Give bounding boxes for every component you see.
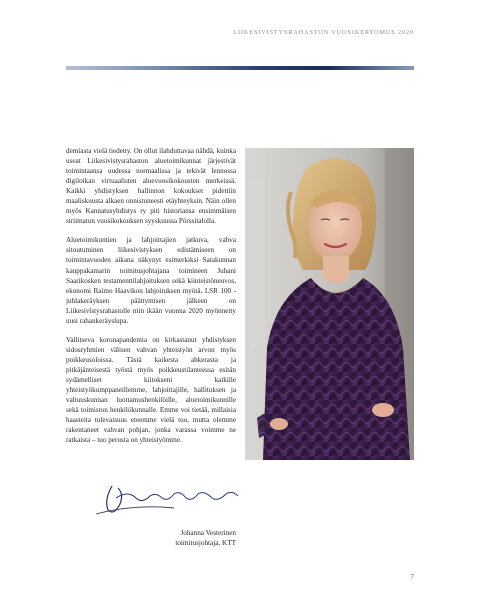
running-header: LIIKESIVISTYSRAHASTON VUOSIKERTOMUS 2020 [233, 29, 414, 36]
signatory-name: Johanna Vesterinen [180, 529, 236, 537]
paragraph-3: Vallitseva koronapandemia on kirkastanut yhdistyksen sidosryhmien välisen vahvan yhteistyön arvon myös poikkeusoloissa. Tästä kaikesta ahkerasta ja pitkäjänteisestä työstä myös poikkeustilanteessa esitän sydämelliset kiitokseni kaikille yhteistyökumppaneillemme, lahjoittajille, hallituksen ja valtuuskunnan luottamushenkilöille, aluetoimikunnille sekä toimiston henkilökunnalle. Emme voi tietää, millaisia haasteita tulevaisuus eteemme vielä tuo, mutta olemme rakentaneet vahvan pohjan, jonka varassa voimme ne ratkaista – tuo perusta on yhteistyömme. [66, 335, 236, 445]
paragraph-2: Aluetoimikuntien ja lahjoittajien jatkuva, vahva sitoutuminen liikesivistyksen edistämiseen on toimintavuoden aikana näkynyt esimerkiksi Satakunnan kauppakamarin toimitusjohtajana toimineen Juhani Saarikosken testamenttilahjoituksen sekä kiinteistöneuvos, ekonomi Raimo Haavikon lahjoituksen myötä. LSR 100 -juhlakeräyksen päättymisen jälkeen on Liikesivistysrahastolle niin ikään vuonna 2020 myönnetty uusi rahankeräyslupa. [66, 236, 236, 325]
body-text [66, 146, 236, 454]
signatory-title: toimitusjohtaja, KTT [175, 538, 236, 547]
handwritten-signature [94, 480, 244, 518]
signatory [66, 529, 236, 548]
page-number: 7 [410, 572, 414, 581]
paragraph-1: demiasta vielä tiedetty. On ollut ilahduttavaa nähdä, kuinka useat Liikesivistysrahaston aluetoimikunnat järjestivät toimintaansa uudessa normaalissa ja tekivät lennossa digiloikan virtuaalisten aluevuosikokousten merkeissä. Kaikki yhdistyksen hallinnon kokoukset pidettiin maaliskuusta alkaen onnistuneesti etäyhteyksin. Näin ollen myös Kannatusyhdistys ry piti historiansa ensimmäisen striimatun vuosikokouksen syyskuussa Pörssitalolla. [66, 147, 236, 226]
portrait-photo [245, 148, 414, 460]
header-rule [66, 66, 414, 70]
